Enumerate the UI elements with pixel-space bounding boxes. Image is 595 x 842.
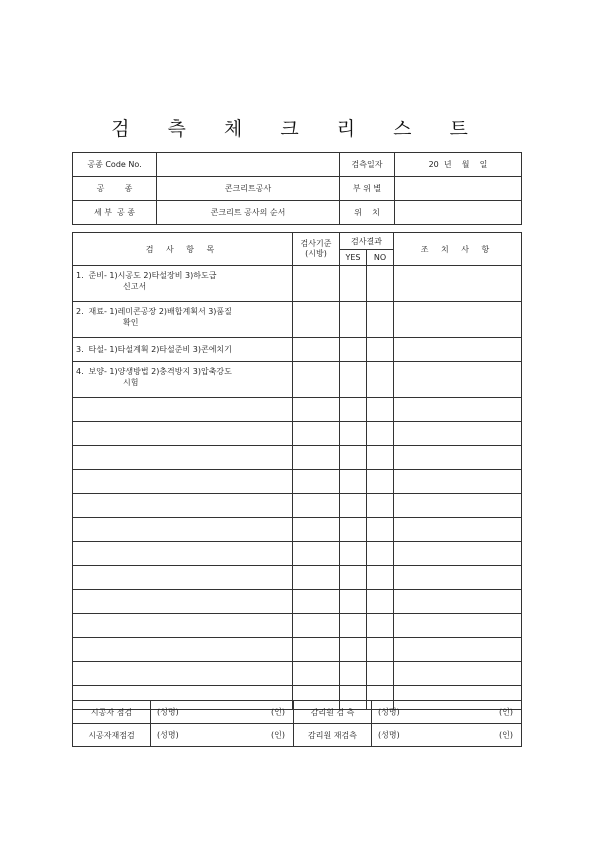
item-number: 4. <box>76 367 84 376</box>
table-row <box>73 518 522 542</box>
item-text-line1: 보양- 1)양생방법 2)충격방지 3)압축강도 <box>88 367 232 376</box>
table-row <box>73 638 522 662</box>
header-info-table <box>72 152 522 225</box>
criteria-cell[interactable] <box>293 566 340 590</box>
table-row <box>73 494 522 518</box>
code-label: 공종 Code No. <box>73 153 157 177</box>
no-cell[interactable] <box>367 446 394 470</box>
inspection-date-field[interactable]: 20 년 월 일 <box>395 153 522 177</box>
criteria-cell[interactable] <box>293 302 340 338</box>
action-cell[interactable] <box>394 266 522 302</box>
yes-cell[interactable] <box>340 494 367 518</box>
criteria-cell[interactable] <box>293 470 340 494</box>
name-label: (성명) <box>157 730 179 740</box>
yes-cell[interactable] <box>340 398 367 422</box>
seal-label: (인) <box>271 730 285 740</box>
check-item <box>73 338 293 362</box>
no-cell[interactable] <box>367 398 394 422</box>
location-field[interactable] <box>395 201 522 225</box>
yes-cell[interactable] <box>340 266 367 302</box>
blank-item-cell[interactable] <box>73 566 293 590</box>
criteria-header-line1: 검사기준 <box>300 239 332 248</box>
yes-cell[interactable] <box>340 518 367 542</box>
no-cell[interactable] <box>367 542 394 566</box>
blank-item-cell[interactable] <box>73 398 293 422</box>
blank-item-cell[interactable] <box>73 494 293 518</box>
blank-item-cell[interactable] <box>73 422 293 446</box>
blank-item-cell[interactable] <box>73 470 293 494</box>
no-cell[interactable] <box>367 518 394 542</box>
action-cell[interactable] <box>394 302 522 338</box>
yes-header: YES <box>340 250 367 266</box>
yes-cell[interactable] <box>340 662 367 686</box>
no-cell[interactable] <box>367 266 394 302</box>
sub-work-type-field[interactable]: 콘크리트 공사의 순서 <box>157 201 340 225</box>
criteria-cell[interactable] <box>293 638 340 662</box>
item-text-line2: 확인 <box>123 318 139 327</box>
work-type-field[interactable]: 콘크리트공사 <box>157 177 340 201</box>
yes-cell[interactable] <box>340 638 367 662</box>
action-cell[interactable] <box>394 566 522 590</box>
table-row <box>73 422 522 446</box>
part-field[interactable] <box>395 177 522 201</box>
blank-item-cell[interactable] <box>73 542 293 566</box>
action-cell[interactable] <box>394 470 522 494</box>
blank-item-cell[interactable] <box>73 662 293 686</box>
criteria-cell[interactable] <box>293 338 340 362</box>
table-row <box>73 398 522 422</box>
inspection-date-label: 검측일자 <box>340 153 395 177</box>
supervisor-reinspection-label: 감리원 재검측 <box>294 724 372 747</box>
check-item <box>73 362 293 398</box>
yes-cell[interactable] <box>340 470 367 494</box>
supervisor-inspection-sign-field[interactable] <box>372 701 522 724</box>
no-cell[interactable] <box>367 422 394 446</box>
yes-cell[interactable] <box>340 422 367 446</box>
table-row <box>73 362 522 398</box>
yes-cell[interactable] <box>340 590 367 614</box>
item-number: 1. <box>76 271 84 280</box>
yes-cell[interactable] <box>340 302 367 338</box>
action-cell[interactable] <box>394 362 522 398</box>
no-header: NO <box>367 250 394 266</box>
item-number: 2. <box>76 307 84 316</box>
name-label: (성명) <box>378 730 400 740</box>
table-row <box>73 542 522 566</box>
action-cell[interactable] <box>394 662 522 686</box>
action-cell[interactable] <box>394 446 522 470</box>
table-row <box>73 566 522 590</box>
table-row <box>73 302 522 338</box>
blank-item-cell[interactable] <box>73 614 293 638</box>
item-text-line1: 준비- 1)시공도 2)타설장비 3)하도급 <box>88 271 217 280</box>
item-header: 검 사 항 목 <box>73 233 293 266</box>
blank-item-cell[interactable] <box>73 638 293 662</box>
supervisor-reinspection-sign-field[interactable] <box>372 724 522 747</box>
name-label: (성명) <box>378 707 400 717</box>
check-item <box>73 302 293 338</box>
blank-item-cell[interactable] <box>73 518 293 542</box>
part-label: 부 위 별 <box>340 177 395 201</box>
table-row <box>73 590 522 614</box>
table-row <box>73 614 522 638</box>
criteria-cell[interactable] <box>293 446 340 470</box>
no-cell[interactable] <box>367 362 394 398</box>
checklist-table <box>72 232 522 710</box>
criteria-cell[interactable] <box>293 422 340 446</box>
no-cell[interactable] <box>367 590 394 614</box>
yes-cell[interactable] <box>340 566 367 590</box>
yes-cell[interactable] <box>340 446 367 470</box>
table-row <box>73 662 522 686</box>
criteria-header-line2: (시방) <box>305 249 327 258</box>
page-title: 검 측 체 크 리 스 트 <box>111 118 484 140</box>
contractor-recheck-sign-field[interactable] <box>151 724 294 747</box>
no-cell[interactable] <box>367 494 394 518</box>
code-field[interactable] <box>157 153 340 177</box>
yes-cell[interactable] <box>340 614 367 638</box>
action-cell[interactable] <box>394 518 522 542</box>
blank-item-cell[interactable] <box>73 590 293 614</box>
yes-cell[interactable] <box>340 362 367 398</box>
yes-cell[interactable] <box>340 542 367 566</box>
seal-label: (인) <box>271 707 285 717</box>
result-header: 검사결과 <box>340 233 394 250</box>
criteria-cell[interactable] <box>293 614 340 638</box>
criteria-header <box>293 233 340 266</box>
criteria-cell[interactable] <box>293 518 340 542</box>
name-label: (성명) <box>157 707 179 717</box>
action-cell[interactable] <box>394 398 522 422</box>
seal-label: (인) <box>499 707 513 717</box>
item-text-line2: 신고서 <box>123 282 147 291</box>
criteria-cell[interactable] <box>293 398 340 422</box>
supervisor-inspection-label: 감리원 검 측 <box>294 701 372 724</box>
seal-label: (인) <box>499 730 513 740</box>
work-type-label: 공 종 <box>73 177 157 201</box>
contractor-recheck-label: 시공자재점검 <box>73 724 151 747</box>
signature-table <box>72 700 522 747</box>
no-cell[interactable] <box>367 614 394 638</box>
location-label: 위 치 <box>340 201 395 225</box>
action-cell[interactable] <box>394 422 522 446</box>
no-cell[interactable] <box>367 302 394 338</box>
sub-work-type-label: 세 부 공 종 <box>73 201 157 225</box>
table-row <box>73 266 522 302</box>
action-cell[interactable] <box>394 542 522 566</box>
no-cell[interactable] <box>367 662 394 686</box>
no-cell[interactable] <box>367 566 394 590</box>
no-cell[interactable] <box>367 338 394 362</box>
action-header: 조 치 사 항 <box>394 233 522 266</box>
criteria-cell[interactable] <box>293 266 340 302</box>
item-number: 3. <box>76 345 84 354</box>
item-text-line1: 재료- 1)레미콘공장 2)배합계획서 3)품질 <box>88 307 232 316</box>
criteria-cell[interactable] <box>293 590 340 614</box>
no-cell[interactable] <box>367 638 394 662</box>
action-cell[interactable] <box>394 638 522 662</box>
contractor-check-label: 시공자 점검 <box>73 701 151 724</box>
item-text-line1: 타설- 1)타설계획 2)타설준비 3)콘에치기 <box>88 345 232 354</box>
table-row <box>73 470 522 494</box>
criteria-cell[interactable] <box>293 362 340 398</box>
criteria-cell[interactable] <box>293 542 340 566</box>
criteria-cell[interactable] <box>293 494 340 518</box>
yes-cell[interactable] <box>340 338 367 362</box>
action-cell[interactable] <box>394 614 522 638</box>
criteria-cell[interactable] <box>293 662 340 686</box>
action-cell[interactable] <box>394 590 522 614</box>
action-cell[interactable] <box>394 338 522 362</box>
action-cell[interactable] <box>394 494 522 518</box>
contractor-check-sign-field[interactable] <box>151 701 294 724</box>
table-row <box>73 446 522 470</box>
table-row <box>73 338 522 362</box>
blank-item-cell[interactable] <box>73 446 293 470</box>
item-text-line2: 시험 <box>123 378 139 387</box>
check-item <box>73 266 293 302</box>
no-cell[interactable] <box>367 470 394 494</box>
